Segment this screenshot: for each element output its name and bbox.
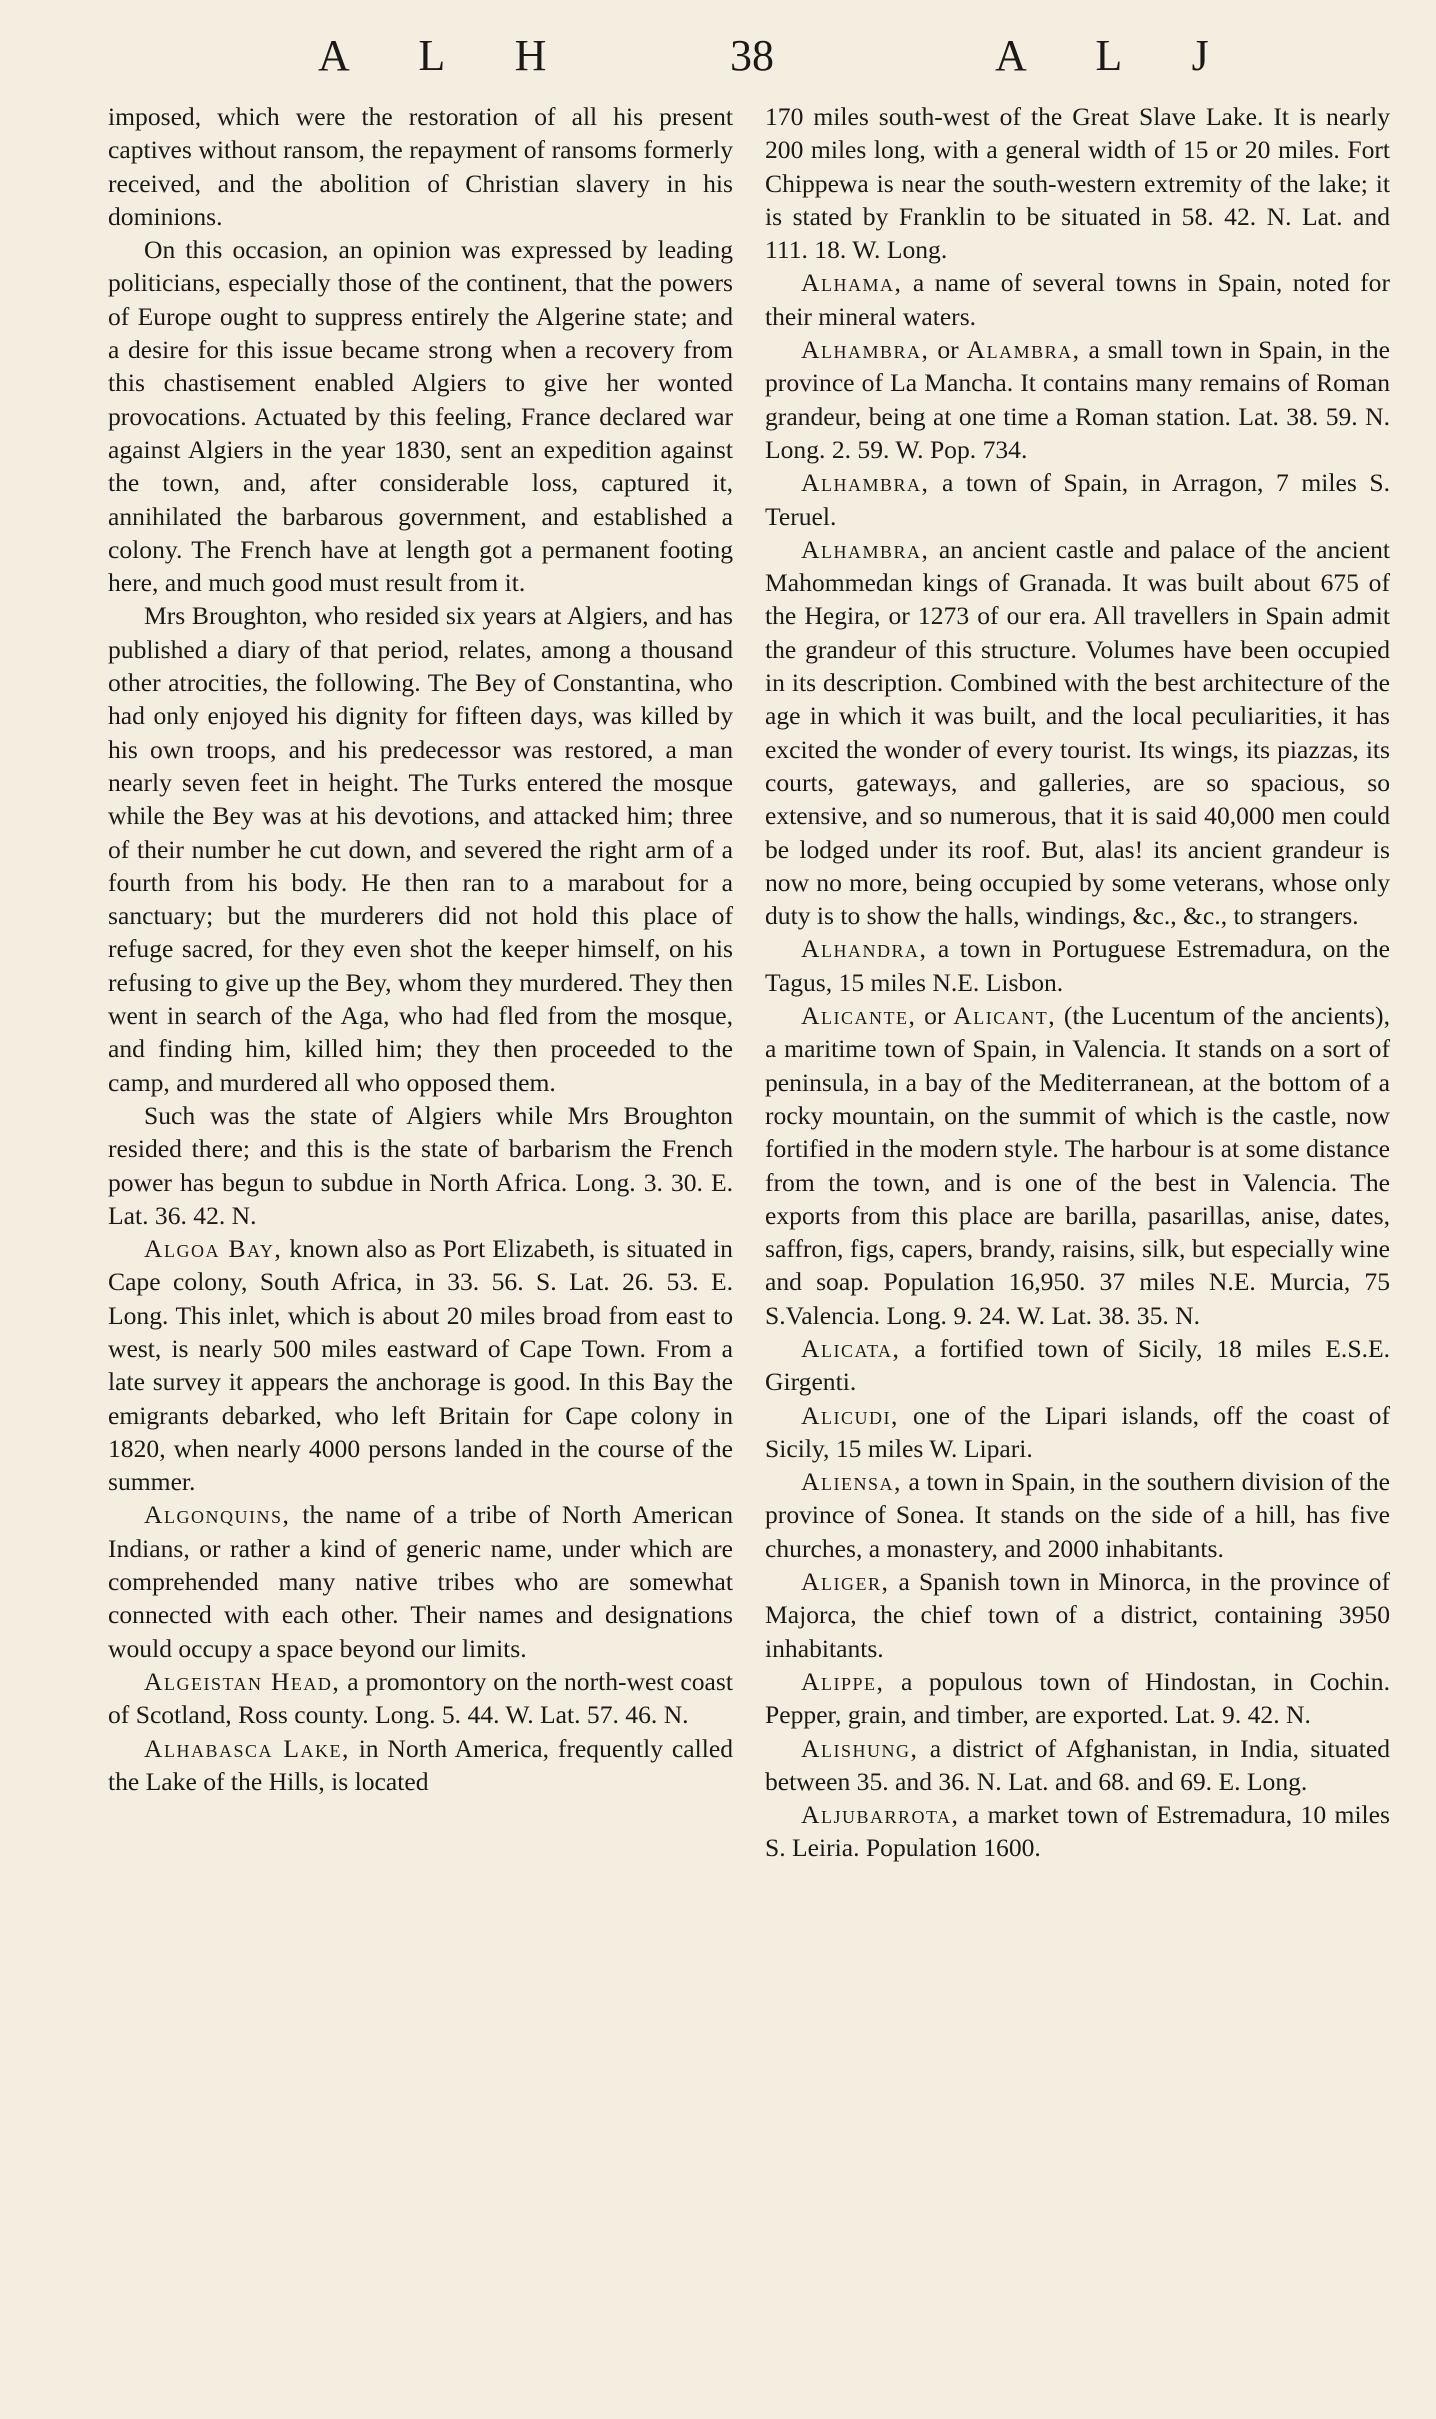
- entry-headword: Alhambra,: [801, 468, 930, 498]
- entry-text: an ancient castle and palace of the ancient Mahommedan kings of Granada. It was built about 675 of the Hegira, or 1273 of our era. All travellers in Spain admit the grandeur of this structure. Volumes have been occupied in its description. Combined with the best architecture of the age in which it was built, and the local peculiarities, it has excited the wonder of every tourist. Its wings, its piazzas, its courts, gateways, and galleries, are so spacious, so extensive, and so numerous, that it is said 40,000 men could be lodged under its roof. But, alas! its ancient grandeur is now no more, being occupied by some veterans, whose only duty is to show the halls, windings, &c., &c., to strangers.: [765, 534, 1390, 931]
- dictionary-entry: [765, 1565, 1390, 1665]
- entry-text: a town of Spain, in Arragon, 7 miles S. Teruel.: [765, 468, 1390, 531]
- entry-headword: Alhambra,: [801, 534, 930, 564]
- entry-text: the name of a tribe of North American Indians, or rather a kind of generic name, under which are comprehended many native tribes who are somewhat connected with each other. Their names and designations would occupy a space beyond our limits.: [108, 1500, 733, 1663]
- entry-headword: Alhambra,: [801, 335, 930, 365]
- entry-text: one of the Lipari islands, off the coast of Sicily, 15 miles W. Lipari.: [765, 1400, 1390, 1463]
- entry-text: a promontory on the north-west coast of Scotland, Ross county. Long. 5. 44. W. Lat. 57. 46. N.: [108, 1666, 733, 1730]
- entry-text: imposed, which were the restoration of all his present captives without ransom, the repayment of ransoms formerly received, and the abolition of Christian slavery in his dominions.: [108, 102, 733, 231]
- dictionary-entry: [765, 1332, 1390, 1399]
- entry-headword: Aljubarrota,: [801, 1800, 960, 1830]
- page-number: 38: [730, 31, 774, 80]
- entry-text: Such was the state of Algiers while Mrs Broughton resided there; and this is the state of barbarism the French power has begun to subdue in North Africa. Long. 3. 30. E. Lat. 36. 42. N.: [108, 1100, 733, 1230]
- left-column: [108, 100, 733, 1798]
- dictionary-entry: [765, 333, 1390, 466]
- dictionary-entry: [108, 1665, 733, 1732]
- dictionary-entry: [765, 1665, 1390, 1732]
- entry-text: or: [929, 335, 967, 365]
- entry-text: Mrs Broughton, who resided six years at Algiers, and has published a diary of that period, relates, among a thousand other atrocities, the following. The Bey of Constantina, who had only enjoyed his dignity for fifteen days, was killed by his own troops, and his predecessor was restored, a man nearly seven feet in height. The Turks entered the mosque while the Bey was at his devotions, and attacked him; three of their number he cut down, and severed the right arm of a fourth from his body. He then ran to a marabout for a sanctuary; but the murderers did not hold this place of refuge sacred, for they even shot the keeper himself, on his refusing to give up the Bey, whom they murdered. They then went in search of the Aga, who had fled from the mosque, and finding him, killed him; they then proceeded to the camp, and murdered all who opposed them.: [108, 601, 733, 1097]
- entry-headword: Alicudi,: [801, 1400, 899, 1430]
- entry-text: 170 miles south-west of the Great Slave Lake. It is nearly 200 miles long, with a general width of 15 or 20 miles. Fort Chippewa is near the south-western extremity of the lake; it is stated by Franklin to be situated in 58. 42. N. Lat. and 111. 18. W. Long.: [765, 102, 1390, 265]
- entry-headword: Algeistan Head,: [144, 1666, 341, 1696]
- entry-text: in North America, frequently called the Lake of the Hills, is located: [108, 1733, 733, 1796]
- entry-text: a town in Portuguese Estremadura, on the Tagus, 15 miles N.E. Lisbon.: [765, 934, 1390, 997]
- entry-headword: Alippe,: [801, 1666, 885, 1696]
- entry-text-cont: (the Lucentum of the ancients), a maritime town of Spain, in Valencia. It stands on a sort of peninsula, in a bay of the Mediterranean, at the bottom of a rocky mountain, on the summit of which is the castle, now fortified in the modern style. The harbour is at some distance from the town, and is one of the best in Valencia. The exports from this place are barilla, pasarillas, anise, dates, saffron, figs, capers, brandy, raisins, silk, but especially wine and soap. Population 16,950. 37 miles N.E. Murcia, 75 S.Valencia. Long. 9. 24. W. Lat. 38. 35. N.: [765, 1001, 1390, 1330]
- dictionary-entry: [108, 599, 733, 1098]
- dictionary-entry: [765, 1732, 1390, 1799]
- dictionary-entry: [765, 533, 1390, 933]
- entry-text: known also as Port Elizabeth, is situated in Cape colony, South Africa, in 33. 56. S. Lat. 26. 53. E. Long. This inlet, which is about 20 miles broad from east to west, is nearly 500 miles eastward of Cape Town. From a late survey it appears the anchorage is good. In this Bay the emigrants debarked, who left Britain for Cape colony in 1820, when nearly 4000 persons landed in the course of the summer.: [108, 1234, 733, 1497]
- entry-text: a district of Afghanistan, in India, situated between 35. and 36. N. Lat. and 68. and 69. E. Long.: [765, 1733, 1390, 1796]
- entry-text: a Spanish town in Minorca, in the province of Majorca, the chief town of a district, containing 3950 inhabitants.: [765, 1567, 1390, 1663]
- entry-text: On this occasion, an opinion was expressed by leading politicians, especially those of the continent, that the powers of Europe ought to suppress entirely the Algerine state; and a desire for this issue became strong when a recovery from this chastisement enabled Algiers to give her wonted provocations. Actuated by this feeling, France declared war against Algiers in the year 1830, sent an expedition against the town, and, after considerable loss, captured it, annihilated the barbarous government, and established a colony. The French have at length got a permanent footing here, and much good must result from it.: [108, 235, 733, 598]
- dictionary-entry: [108, 100, 733, 233]
- dictionary-entry: [765, 1465, 1390, 1565]
- running-head: [0, 30, 1436, 90]
- entry-headword: Alicante,: [801, 1001, 917, 1031]
- running-head-right: A L J: [995, 31, 1239, 80]
- entry-headword: Alhandra,: [801, 934, 928, 964]
- entry-headword-alt: Alicant,: [953, 1001, 1057, 1031]
- dictionary-entry: [108, 1099, 733, 1232]
- right-column: [765, 100, 1390, 1865]
- dictionary-entry: [108, 1732, 733, 1799]
- dictionary-entry: [765, 466, 1390, 533]
- entry-headword-alt: Alambra,: [966, 335, 1081, 365]
- entry-text: a market town of Estremadura, 10 miles S. Leiria. Population 1600.: [765, 1800, 1390, 1863]
- entry-headword: Algoa Bay,: [144, 1234, 283, 1264]
- entry-text: a populous town of Hindostan, in Cochin. Pepper, grain, and timber, are exported. Lat. 9. 42. N.: [765, 1666, 1390, 1730]
- entry-text-cont: a small town in Spain, in the province of La Mancha. It contains many remains of Roman grandeur, being at one time a Roman station. Lat. 38. 59. N. Long. 2. 59. W. Pop. 734.: [765, 335, 1390, 464]
- dictionary-entry: [765, 1798, 1390, 1865]
- entry-headword: Alhama,: [801, 268, 903, 298]
- dictionary-entry: [765, 999, 1390, 1332]
- dictionary-entry: [765, 100, 1390, 266]
- entry-headword: Alhabasca Lake,: [144, 1733, 350, 1763]
- dictionary-entry: [765, 932, 1390, 999]
- entry-text: a name of several towns in Spain, noted for their mineral waters.: [765, 268, 1390, 331]
- entry-headword: Alishung,: [801, 1733, 919, 1763]
- entry-headword: Alicata,: [801, 1333, 901, 1363]
- entry-headword: Algonquins,: [144, 1500, 291, 1530]
- entry-text: a town in Spain, in the southern division of the province of Sonea. It stands on the side of a hill, has five churches, a monastery, and 2000 inhabitants.: [765, 1467, 1390, 1563]
- dictionary-entry: [108, 233, 733, 599]
- dictionary-entry: [765, 1399, 1390, 1466]
- dictionary-entry: [765, 266, 1390, 333]
- dictionary-entry: [108, 1232, 733, 1498]
- entry-headword: Aliger,: [801, 1567, 890, 1597]
- entry-text: or: [916, 1001, 954, 1031]
- entry-headword: Aliensa,: [801, 1467, 902, 1497]
- running-head-left: A L H: [318, 31, 577, 80]
- dictionary-entry: [108, 1498, 733, 1664]
- entry-text: a fortified town of Sicily, 18 miles E.S.E. Girgenti.: [765, 1333, 1390, 1397]
